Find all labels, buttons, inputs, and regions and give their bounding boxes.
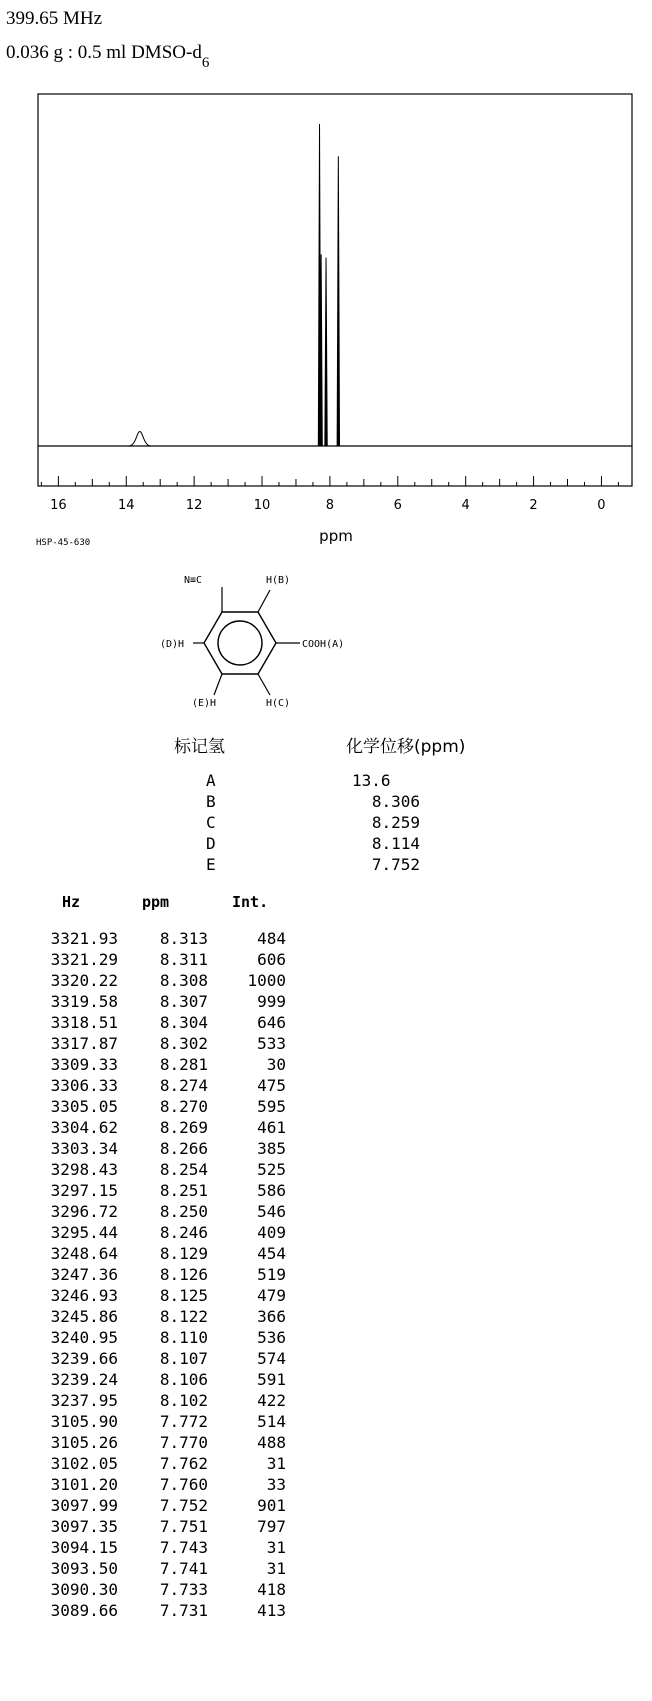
peak-ppm: 8.281 bbox=[159, 1055, 208, 1074]
x-tick-label: 0 bbox=[597, 498, 606, 513]
peak-int: 484 bbox=[257, 929, 286, 948]
peak-hz: 3089.66 bbox=[50, 1601, 118, 1620]
assignment-label: D bbox=[206, 834, 216, 853]
peak-ppm: 8.274 bbox=[159, 1076, 208, 1095]
assignment-label: C bbox=[206, 813, 216, 832]
peak-table-row bbox=[0, 1537, 300, 1558]
peak-ppm: 8.246 bbox=[159, 1223, 208, 1242]
peak-ppm: 8.250 bbox=[159, 1202, 208, 1221]
peak-ppm: 8.126 bbox=[159, 1265, 208, 1284]
assignment-header-shift: 化学位移(ppm) bbox=[346, 737, 466, 757]
peak-int: 409 bbox=[257, 1223, 286, 1242]
assignment-label: A bbox=[206, 771, 216, 790]
peak-hz: 3094.15 bbox=[50, 1538, 118, 1557]
peak-int: 519 bbox=[257, 1265, 286, 1284]
peak-int: 536 bbox=[257, 1328, 286, 1347]
peak-int: 31 bbox=[266, 1538, 286, 1557]
peak-table-row bbox=[0, 928, 300, 949]
assignment-shift: 7.752 bbox=[371, 855, 420, 874]
bond-he bbox=[214, 674, 222, 695]
peak-header-ppm: ppm bbox=[142, 893, 170, 911]
peak-hz: 3102.05 bbox=[50, 1454, 118, 1473]
peak-table-row bbox=[0, 1075, 300, 1096]
peak-hz: 3097.99 bbox=[50, 1496, 118, 1515]
peak-int: 366 bbox=[257, 1307, 286, 1326]
assignment-shift: 8.114 bbox=[371, 834, 420, 853]
peak-ppm: 7.762 bbox=[159, 1454, 208, 1473]
peak-int: 595 bbox=[257, 1097, 286, 1116]
x-tick-label: 2 bbox=[529, 498, 538, 513]
peak-table-row bbox=[0, 1222, 300, 1243]
peak-hz: 3248.64 bbox=[50, 1244, 118, 1263]
peak-hz: 3297.15 bbox=[50, 1181, 118, 1200]
aromatic-circle bbox=[218, 621, 262, 665]
peak-table-row bbox=[0, 1369, 300, 1390]
peak-int: 591 bbox=[257, 1370, 286, 1389]
peak-table-row bbox=[0, 1411, 300, 1432]
peak-ppm: 8.107 bbox=[159, 1349, 208, 1368]
peak-hz: 3240.95 bbox=[50, 1328, 118, 1347]
peak-hz: 3246.93 bbox=[50, 1286, 118, 1305]
peak-int: 1000 bbox=[247, 971, 286, 990]
peak-int: 385 bbox=[257, 1139, 286, 1158]
x-tick-label: 10 bbox=[253, 498, 271, 513]
x-tick-label: 6 bbox=[393, 498, 402, 513]
label-hb: H(B) bbox=[266, 575, 291, 586]
peak-table-row bbox=[0, 1138, 300, 1159]
peak-hz: 3097.35 bbox=[50, 1517, 118, 1536]
peak-ppm: 7.743 bbox=[159, 1538, 208, 1557]
peak-table-row bbox=[0, 1180, 300, 1201]
peak-int: 488 bbox=[257, 1433, 286, 1452]
x-tick-label: 14 bbox=[117, 498, 135, 513]
peak-hz: 3309.33 bbox=[50, 1055, 118, 1074]
plot-frame bbox=[38, 94, 632, 486]
peak-hz: 3237.95 bbox=[50, 1391, 118, 1410]
label-nitrile: N≡C bbox=[184, 575, 203, 586]
x-axis-label: ppm bbox=[319, 527, 353, 545]
peak-table-row bbox=[0, 1264, 300, 1285]
spectrum-id: HSP-45-630 bbox=[36, 538, 91, 548]
peak-ppm: 8.254 bbox=[159, 1160, 208, 1179]
peak-hz: 3317.87 bbox=[50, 1034, 118, 1053]
peak-hz: 3093.50 bbox=[50, 1559, 118, 1578]
bond-hc bbox=[258, 674, 270, 695]
peak-hz: 3321.93 bbox=[50, 929, 118, 948]
sample-text: 0.036 g : 0.5 ml DMSO-d bbox=[6, 42, 202, 63]
peak-table-row bbox=[0, 949, 300, 970]
peak-ppm: 7.770 bbox=[159, 1433, 208, 1452]
peak-hz: 3296.72 bbox=[50, 1202, 118, 1221]
peak-ppm: 8.270 bbox=[159, 1097, 208, 1116]
spectrometer-frequency: 399.65 MHz bbox=[6, 8, 103, 29]
peak-hz: 3321.29 bbox=[50, 950, 118, 969]
peak-ppm: 8.266 bbox=[159, 1139, 208, 1158]
peak-table-row bbox=[0, 1579, 300, 1600]
peak-ppm: 8.251 bbox=[159, 1181, 208, 1200]
peak-ppm: 8.307 bbox=[159, 992, 208, 1011]
peak-hz: 3245.86 bbox=[50, 1307, 118, 1326]
peak-int: 525 bbox=[257, 1160, 286, 1179]
peak-int: 413 bbox=[257, 1601, 286, 1620]
peak-ppm: 7.733 bbox=[159, 1580, 208, 1599]
peak-table-row bbox=[0, 1516, 300, 1537]
peak-int: 533 bbox=[257, 1034, 286, 1053]
peak-table-row bbox=[0, 1201, 300, 1222]
peak-hz: 3101.20 bbox=[50, 1475, 118, 1494]
plot-marks bbox=[38, 124, 632, 446]
peak-ppm: 8.313 bbox=[159, 929, 208, 948]
peak-table-row bbox=[0, 1012, 300, 1033]
peak-hz: 3303.34 bbox=[50, 1139, 118, 1158]
assignment-header-label: 标记氢 bbox=[174, 737, 225, 757]
peak-table-row bbox=[0, 1033, 300, 1054]
peak-int: 797 bbox=[257, 1517, 286, 1536]
peak-int: 454 bbox=[257, 1244, 286, 1263]
peak-int: 586 bbox=[257, 1181, 286, 1200]
assignment-shift: 8.259 bbox=[371, 813, 420, 832]
label-hd: (D)H bbox=[160, 639, 185, 650]
peak-int: 546 bbox=[257, 1202, 286, 1221]
peak-ppm: 8.311 bbox=[159, 950, 208, 969]
peak-ppm: 8.308 bbox=[159, 971, 208, 990]
peak-int: 646 bbox=[257, 1013, 286, 1032]
peak-table-row bbox=[0, 1348, 300, 1369]
spectrum-peak-4 bbox=[337, 156, 339, 446]
peak-ppm: 8.302 bbox=[159, 1034, 208, 1053]
x-tick-label: 16 bbox=[50, 498, 67, 513]
peak-ppm: 7.741 bbox=[159, 1559, 208, 1578]
peak-hz: 3247.36 bbox=[50, 1265, 118, 1284]
peak-table-row bbox=[0, 1285, 300, 1306]
peak-ppm: 7.772 bbox=[159, 1412, 208, 1431]
peak-ppm: 8.122 bbox=[159, 1307, 208, 1326]
x-tick-label: 8 bbox=[325, 498, 335, 513]
peak-ppm: 8.304 bbox=[159, 1013, 208, 1032]
peak-table-row bbox=[0, 1558, 300, 1579]
peak-hz: 3105.26 bbox=[50, 1433, 118, 1452]
peak-hz: 3305.05 bbox=[50, 1097, 118, 1116]
peak-hz: 3319.58 bbox=[50, 992, 118, 1011]
peak-int: 461 bbox=[257, 1118, 286, 1137]
peak-table-row bbox=[0, 991, 300, 1012]
peak-int: 475 bbox=[257, 1076, 286, 1095]
peak-table-row bbox=[0, 1243, 300, 1264]
peak-int: 901 bbox=[257, 1496, 286, 1515]
peak-hz: 3239.66 bbox=[50, 1349, 118, 1368]
peak-ppm: 8.110 bbox=[159, 1328, 208, 1347]
peak-int: 31 bbox=[266, 1454, 286, 1473]
peak-table-row bbox=[0, 1474, 300, 1495]
peak-table-row bbox=[0, 1117, 300, 1138]
peak-ppm: 8.129 bbox=[159, 1244, 208, 1263]
peak-int: 606 bbox=[257, 950, 286, 969]
peak-table-row bbox=[0, 1054, 300, 1075]
peak-int: 31 bbox=[266, 1559, 286, 1578]
peak-int: 514 bbox=[257, 1412, 286, 1431]
label-hc: H(C) bbox=[266, 698, 291, 709]
x-tick-label: 4 bbox=[461, 498, 470, 513]
peak-int: 30 bbox=[266, 1055, 286, 1074]
peak-header-int: Int. bbox=[232, 893, 269, 911]
assignment-shift: 8.306 bbox=[371, 792, 420, 811]
peak-ppm: 8.125 bbox=[159, 1286, 208, 1305]
label-he: (E)H bbox=[192, 698, 217, 709]
bond-hb bbox=[258, 590, 270, 612]
peak-ppm: 8.269 bbox=[159, 1118, 208, 1137]
peak-table-row bbox=[0, 1495, 300, 1516]
peak-table-row bbox=[0, 970, 300, 991]
sample-subscript: 6 bbox=[201, 54, 210, 71]
assignment-shift: 13.6 bbox=[352, 771, 391, 790]
peak-hz: 3295.44 bbox=[50, 1223, 118, 1242]
peak-table-row bbox=[0, 1432, 300, 1453]
spectrum-peak-0 bbox=[129, 432, 151, 446]
peak-int: 999 bbox=[257, 992, 286, 1011]
label-cooh: COOH(A) bbox=[302, 639, 345, 650]
peak-table-row bbox=[0, 1600, 300, 1621]
assignment-label: E bbox=[206, 855, 216, 874]
peak-table-row bbox=[0, 1159, 300, 1180]
peak-hz: 3239.24 bbox=[50, 1370, 118, 1389]
x-tick-label: 12 bbox=[185, 498, 203, 513]
molecular-structure bbox=[160, 575, 344, 709]
assignment-label: B bbox=[206, 792, 216, 811]
spectrum-peak-3 bbox=[325, 258, 327, 446]
peak-ppm: 7.752 bbox=[159, 1496, 208, 1515]
peak-hz: 3306.33 bbox=[50, 1076, 118, 1095]
peak-ppm: 8.102 bbox=[159, 1391, 208, 1410]
peak-int: 422 bbox=[257, 1391, 286, 1410]
peak-table-row bbox=[0, 1327, 300, 1348]
peak-hz: 3304.62 bbox=[50, 1118, 118, 1137]
peak-int: 418 bbox=[257, 1580, 286, 1599]
peak-ppm: 7.731 bbox=[159, 1601, 208, 1620]
peak-table-row bbox=[0, 1306, 300, 1327]
x-axis bbox=[41, 476, 618, 513]
peak-table-row bbox=[0, 1390, 300, 1411]
peak-hz: 3318.51 bbox=[50, 1013, 118, 1032]
peak-ppm: 7.751 bbox=[159, 1517, 208, 1536]
peak-table-row bbox=[0, 1453, 300, 1474]
peak-hz: 3090.30 bbox=[50, 1580, 118, 1599]
peak-table-row bbox=[0, 1096, 300, 1117]
peak-int: 574 bbox=[257, 1349, 286, 1368]
peak-hz: 3298.43 bbox=[50, 1160, 118, 1179]
peak-ppm: 7.760 bbox=[159, 1475, 208, 1494]
peak-int: 479 bbox=[257, 1286, 286, 1305]
peak-hz: 3320.22 bbox=[50, 971, 118, 990]
peak-hz: 3105.90 bbox=[50, 1412, 118, 1431]
peak-int: 33 bbox=[266, 1475, 286, 1494]
peak-ppm: 8.106 bbox=[159, 1370, 208, 1389]
peak-header-hz: Hz bbox=[62, 893, 81, 911]
